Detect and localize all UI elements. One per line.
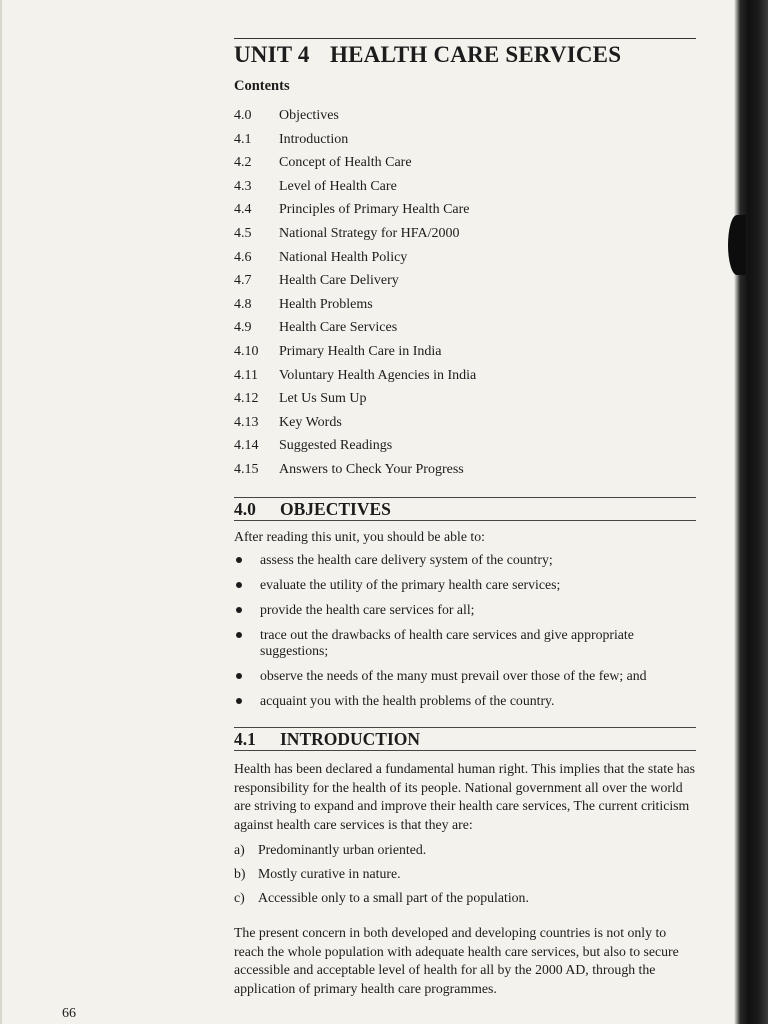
bullet-icon	[236, 582, 242, 588]
binding-shadow	[728, 215, 746, 275]
list-marker: a)	[234, 842, 245, 857]
toc-item-number: 4.8	[234, 296, 252, 312]
list-item	[234, 838, 696, 862]
toc-item-number: 4.7	[234, 273, 252, 289]
toc-item	[234, 198, 696, 222]
criticism-list	[234, 838, 696, 910]
toc-item-number: 4.13	[234, 414, 259, 430]
toc-item	[234, 387, 696, 411]
bullet-icon	[236, 632, 242, 638]
objective-item	[234, 693, 696, 709]
unit-title	[234, 38, 696, 68]
toc-item-label: Primary Health Care in India	[279, 343, 442, 359]
toc-item-label: National Health Policy	[279, 249, 408, 265]
objective-text: observe the needs of the many must prevail over those of the few; and	[260, 668, 647, 683]
toc-item	[234, 458, 696, 482]
list-item	[234, 862, 696, 886]
introduction-paragraph: Health has been declared a fundamental human right. This implies that the state has responsibility for the health of its people. National government all over the world are striving to expand and improve their health care services, The current criticism against health care services is that they are:	[234, 761, 696, 832]
toc-item	[234, 293, 696, 317]
objective-text: provide the health care services for all;	[260, 602, 475, 617]
objective-item	[234, 577, 696, 593]
book-binding-edge	[734, 0, 768, 1024]
toc-item-number: 4.10	[234, 343, 259, 359]
toc-item	[234, 104, 696, 128]
table-of-contents	[234, 104, 696, 482]
list-item	[234, 886, 696, 910]
toc-item-label: Health Care Delivery	[279, 273, 399, 289]
section-number: 4.1	[234, 729, 256, 749]
toc-item-number: 4.12	[234, 391, 259, 407]
list-marker: b)	[234, 866, 246, 881]
toc-item	[234, 316, 696, 340]
toc-item-label: Voluntary Health Agencies in India	[279, 367, 477, 383]
objective-text: acquaint you with the health problems of the country.	[260, 693, 555, 708]
bullet-icon	[236, 673, 242, 679]
bullet-icon	[236, 607, 242, 613]
unit-title-text: HEALTH CARE SERVICES	[330, 42, 622, 67]
toc-item-number: 4.4	[234, 202, 252, 218]
toc-item-label: Health Care Services	[279, 320, 398, 336]
objective-item	[234, 668, 696, 684]
toc-item-label: Key Words	[279, 414, 342, 430]
unit-number: UNIT 4	[234, 42, 310, 67]
contents-heading: Contents	[234, 78, 290, 94]
toc-item	[234, 269, 696, 293]
introduction-heading	[234, 727, 696, 751]
objectives-heading	[234, 497, 696, 521]
toc-item-number: 4.15	[234, 461, 259, 477]
toc-item-number: 4.2	[234, 155, 252, 171]
scan-left-edge	[0, 0, 2, 1024]
bullet-icon	[236, 557, 242, 563]
list-text: Predominantly urban oriented.	[258, 842, 427, 857]
objective-text: evaluate the utility of the primary health care services;	[260, 577, 561, 592]
toc-item-label: Health Problems	[279, 296, 373, 312]
toc-item-label: Introduction	[279, 131, 349, 147]
concern-paragraph: The present concern in both developed and developing countries is not only to reach the whole population with adequate health care services, but also to secure accessible and acceptable level of health for all by the 2000 AD, through the application of primary health care programmes.	[234, 925, 679, 996]
toc-item-label: Let Us Sum Up	[279, 391, 367, 407]
toc-item-label: National Strategy for HFA/2000	[279, 225, 460, 241]
toc-item	[234, 128, 696, 152]
toc-item-number: 4.11	[234, 367, 258, 383]
objectives-list	[234, 552, 696, 718]
toc-item	[234, 175, 696, 199]
toc-item-number: 4.14	[234, 438, 259, 454]
toc-item	[234, 364, 696, 388]
toc-item-label: Principles of Primary Health Care	[279, 202, 470, 218]
toc-item-number: 4.5	[234, 225, 252, 241]
toc-item-number: 4.1	[234, 131, 252, 147]
toc-item-number: 4.9	[234, 320, 252, 336]
toc-item-label: Level of Health Care	[279, 178, 397, 194]
toc-item	[234, 340, 696, 364]
toc-item	[234, 222, 696, 246]
toc-item	[234, 434, 696, 458]
objectives-intro: After reading this unit, you should be able to:	[234, 529, 485, 544]
toc-item	[234, 246, 696, 270]
objective-item	[234, 627, 696, 659]
objective-text: trace out the drawbacks of health care services and give appropriate suggestions;	[260, 627, 634, 658]
toc-item-label: Answers to Check Your Progress	[279, 461, 464, 477]
section-number: 4.0	[234, 499, 256, 519]
list-text: Mostly curative in nature.	[258, 866, 401, 881]
toc-item	[234, 411, 696, 435]
toc-item-label: Objectives	[279, 108, 339, 123]
objective-item	[234, 552, 696, 568]
list-marker: c)	[234, 890, 245, 905]
objective-text: assess the health care delivery system of the country;	[260, 552, 553, 567]
section-title: OBJECTIVES	[280, 499, 391, 519]
toc-item-label: Suggested Readings	[279, 438, 393, 454]
toc-item-label: Concept of Health Care	[279, 155, 412, 171]
toc-item-number: 4.0	[234, 108, 252, 123]
section-title: INTRODUCTION	[280, 729, 421, 749]
toc-item-number: 4.6	[234, 249, 252, 265]
bullet-icon	[236, 698, 242, 704]
list-text: Accessible only to a small part of the population.	[258, 890, 529, 905]
toc-item-number: 4.3	[234, 178, 252, 194]
toc-item	[234, 151, 696, 175]
objective-item	[234, 602, 696, 618]
page-number: 66	[62, 1006, 76, 1021]
